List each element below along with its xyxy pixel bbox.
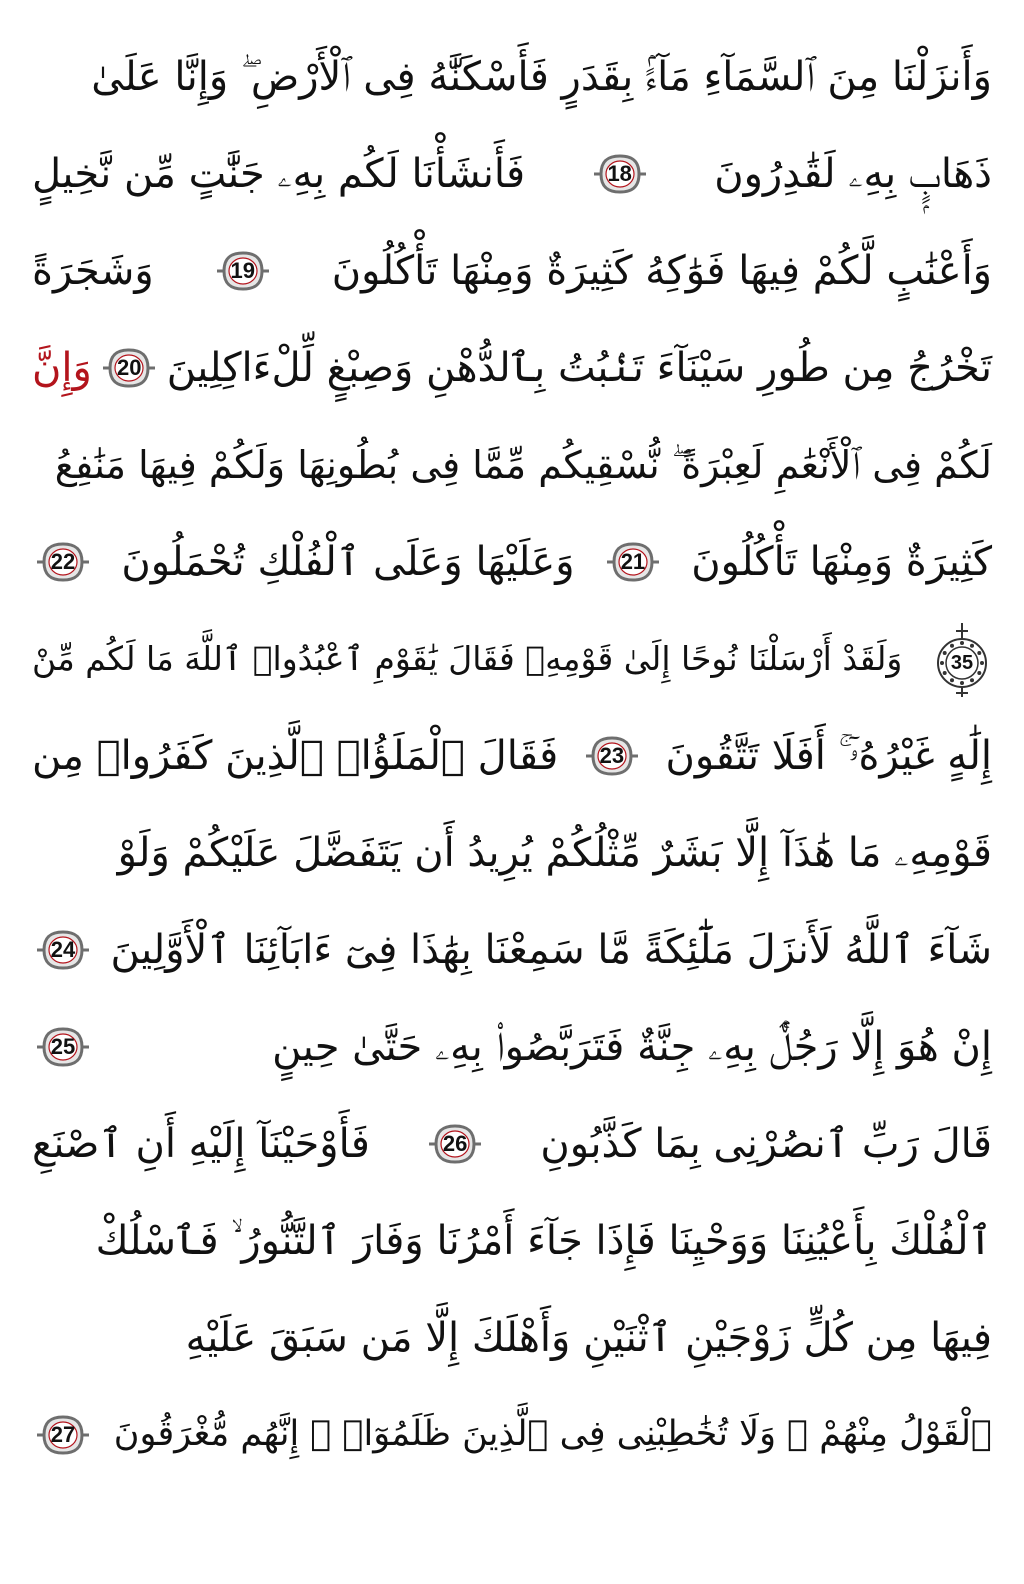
text-line (30, 1095, 994, 1192)
ayah-number-marker (583, 734, 641, 778)
verse-text: ٱلْقَوْلُ مِنْهُمْ ۖ وَلَا تُخَٰطِبْنِى فِى ٱلَّذِينَ ظَلَمُوٓا۟ ۖ إِنَّهُم مُّغْرَقُونَ (113, 1414, 992, 1454)
text-line (30, 125, 994, 222)
verse-text: قَالَ رَبِّ ٱنصُرْنِى بِمَا كَذَّبُونِ (540, 1120, 992, 1167)
ayah-number: 26 (442, 1130, 468, 1156)
text-line (30, 1386, 994, 1483)
verse-text: فِيهَا مِن كُلٍّ زَوْجَيْنِ ٱثْنَيْنِ وَأَهْلَكَ إِلَّا مَن سَبَقَ عَلَيْهِ (185, 1314, 992, 1361)
text-line (30, 707, 994, 804)
verse-text: تَخْرُجُ مِن طُورِ سَيْنَآءَ تَنۢبُتُ بِٱلدُّهْنِ وَصِبْغٍ لِّلْءَاكِلِينَ (166, 344, 992, 391)
verse-text: كَثِيرَةٌ وَمِنْهَا تَأْكُلُونَ (691, 538, 992, 585)
text-line (30, 416, 994, 513)
hizb-quarter-number: 35 (950, 651, 974, 674)
verse-text: وَعَلَيْهَا وَعَلَى ٱلْفُلْكِ تُحْمَلُونَ (121, 538, 575, 585)
verse-text: لَكُمْ فِى ٱلْأَنْعَٰمِ لَعِبْرَةً ۖ نُّسْقِيكُم مِّمَّا فِى بُطُونِهَا وَلَكُمْ فِيهَا مَنَٰفِعُ (54, 442, 992, 487)
text-line (30, 1192, 994, 1289)
verse-text: ذَهَابٍۭ بِهِۦ لَقَٰدِرُونَ (714, 150, 992, 197)
ayah-number-marker (591, 152, 649, 196)
text-line (30, 804, 994, 901)
ayah-number: 23 (599, 742, 625, 768)
ayah-number: 24 (50, 936, 76, 962)
verse-text: قَوْمِهِۦ مَا هَٰذَآ إِلَّا بَشَرٌ مِّثْلُكُمْ يُرِيدُ أَن يَتَفَضَّلَ عَلَيْكُمْ وَلَوْ (117, 829, 992, 876)
ayah-number: 21 (620, 548, 646, 574)
hizb-quarter-marker (930, 619, 994, 699)
verse-text: فَقَالَ ٱلْمَلَؤُا۟ ٱلَّذِينَ كَفَرُوا۟ مِن (32, 732, 559, 779)
text-line (30, 901, 994, 998)
verse-text: وَأَنزَلْنَا مِنَ ٱلسَّمَآءِ مَآءًۢ بِقَدَرٍ فَأَسْكَنَّٰهُ فِى ٱلْأَرْضِ ۖ وَإِنَّا عَلَىٰ (91, 53, 992, 100)
ayah-number-marker (426, 1122, 484, 1166)
text-line (30, 513, 994, 610)
verse-text: وَلَقَدْ أَرْسَلْنَا نُوحًا إِلَىٰ قَوْمِهِۦ فَقَالَ يَٰقَوْمِ ٱعْبُدُوا۟ ٱللَّهَ مَا لَكُم مِّنْ (32, 639, 903, 678)
text-line (30, 28, 994, 125)
verse-text: فَأَوْحَيْنَآ إِلَيْهِ أَنِ ٱصْنَعِ (32, 1120, 370, 1167)
ayah-number-marker (34, 1413, 92, 1457)
verse-text: وَشَجَرَةً (32, 247, 154, 294)
ayah-number-marker (214, 249, 272, 293)
verse-text: إِلَٰهٍ غَيْرُهُۥٓ ۚ أَفَلَا تَتَّقُونَ (665, 732, 992, 779)
verse-text: وَإِنَّ (32, 344, 92, 391)
ayah-number-marker (34, 1025, 92, 1069)
verse-text: فَأَنشَأْنَا لَكُم بِهِۦ جَنَّٰتٍ مِّن نَّخِيلٍ (32, 150, 526, 197)
ayah-number-marker (100, 346, 158, 390)
text-line (30, 319, 994, 416)
ayah-number: 22 (50, 548, 76, 574)
ayah-number-marker (604, 540, 662, 584)
text-line (30, 998, 994, 1095)
text-line (30, 1289, 994, 1386)
ayah-number: 18 (607, 160, 632, 186)
ayah-number: 25 (50, 1033, 76, 1059)
text-line (30, 222, 994, 319)
verse-text: شَآءَ ٱللَّهُ لَأَنزَلَ مَلَٰٓئِكَةً مَّا سَمِعْنَا بِهَٰذَا فِىٓ ءَابَآئِنَا ٱلْأَوَّلِينَ (110, 926, 992, 973)
ayah-number: 20 (117, 354, 142, 380)
verse-text: إِنْ هُوَ إِلَّا رَجُلٌۢ بِهِۦ جِنَّةٌ فَتَرَبَّصُوا۟ بِهِۦ حَتَّىٰ حِينٍ (272, 1023, 992, 1070)
verse-text: ٱلْفُلْكَ بِأَعْيُنِنَا وَوَحْيِنَا فَإِذَا جَآءَ أَمْرُنَا وَفَارَ ٱلتَّنُّورُ ۙ فَٱسْلُكْ (95, 1217, 992, 1264)
ayah-number: 19 (230, 257, 255, 283)
ayah-number-marker (34, 928, 92, 972)
ayah-number-marker (34, 540, 92, 584)
verse-text: وَأَعْنَٰبٍ لَّكُمْ فِيهَا فَوَٰكِهُ كَثِيرَةٌ وَمِنْهَا تَأْكُلُونَ (331, 247, 992, 294)
text-line (30, 610, 994, 707)
ayah-number: 27 (50, 1421, 76, 1447)
